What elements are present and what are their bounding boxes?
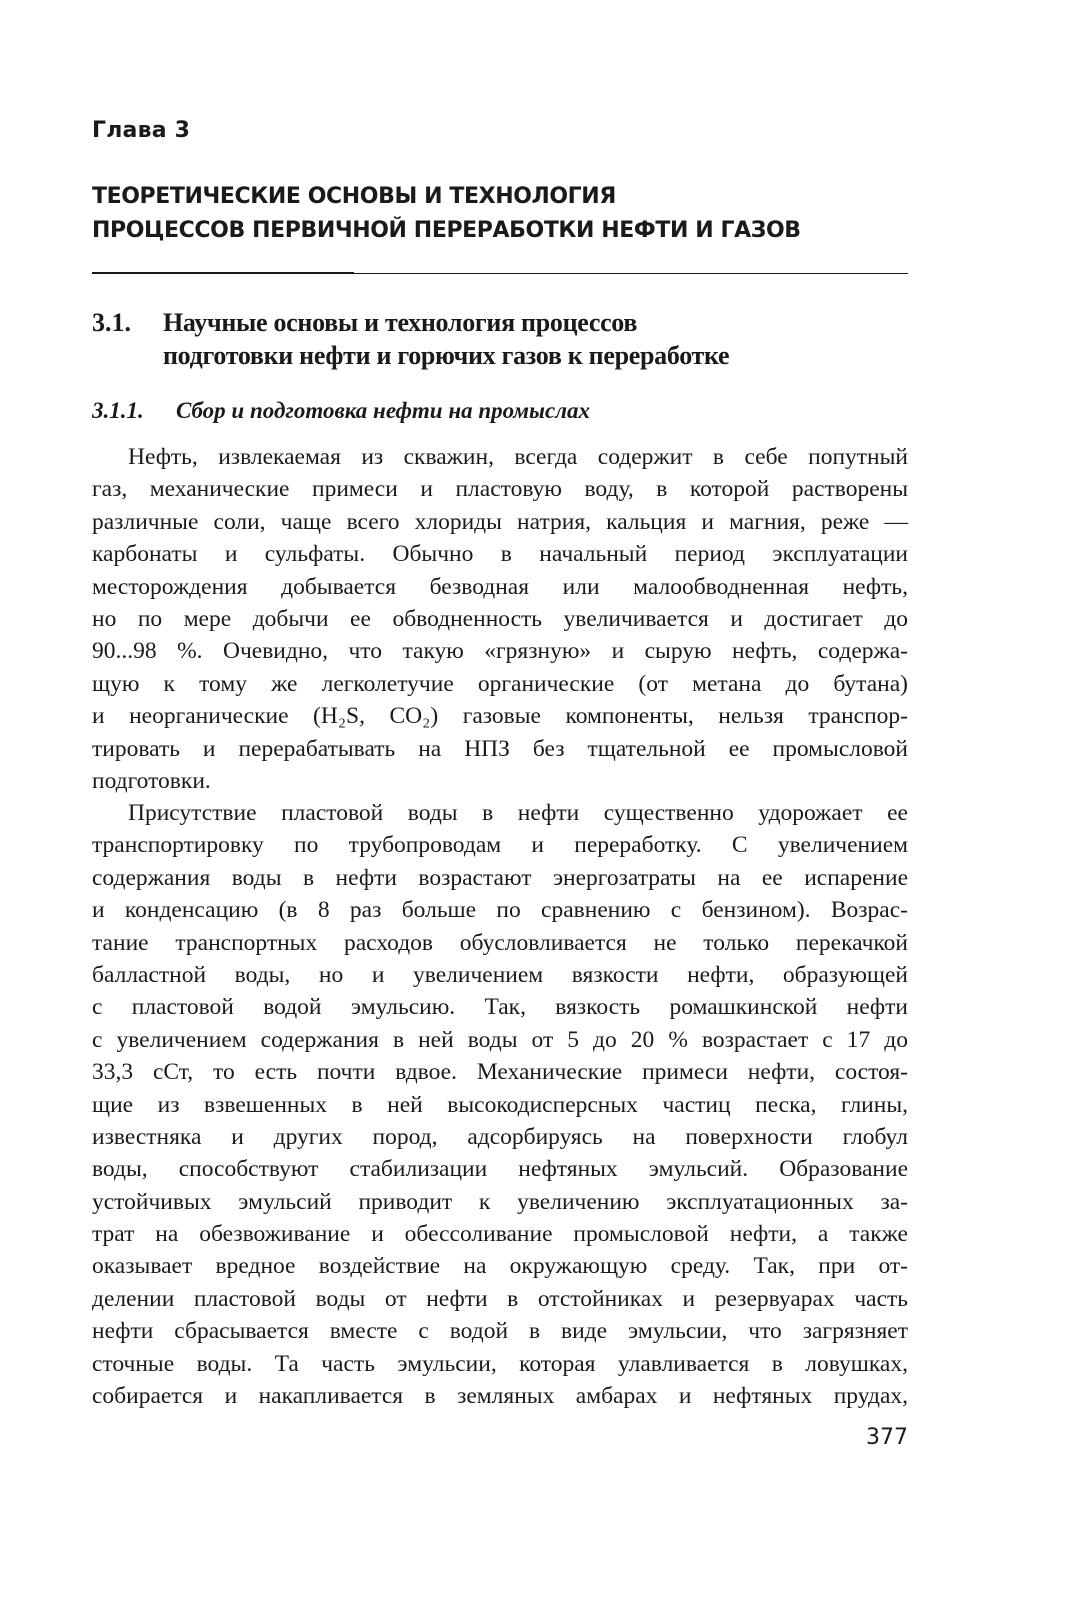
divider-thick: [92, 272, 354, 274]
text-line: Присутствие пластовой воды в нефти существенно удорожает ее: [128, 800, 908, 826]
text-line: но по мере добычи ее обводненность увеличивается и достигает до: [92, 605, 908, 632]
text-line: Нефть, извлекаемая из скважин, всегда содержит в себе попутный: [128, 444, 908, 470]
section-title-line: Научные основы и технология процессов: [163, 308, 638, 337]
text-line: 90...98 %. Очевидно, что такую «грязную» и сырую нефть, содержа-: [92, 638, 908, 665]
text-line: с пластовой водой эмульсию. Так, вязкость ромашкинской нефти: [92, 994, 908, 1021]
text-line: сточные воды. Та часть эмульсии, которая улавливается в ловушках,: [92, 1350, 908, 1377]
chapter-label: Глава 3: [92, 118, 191, 143]
text-line: балластной воды, но и увеличением вязкости нефти, образующей: [92, 961, 908, 988]
chapter-title: [92, 180, 908, 248]
text-line: нефти сбрасывается вместе с водой в виде эмульсии, что загрязняет: [92, 1318, 908, 1345]
text-line: различные соли, чаще всего хлориды натрия, кальция и магния, реже —: [92, 508, 908, 535]
divider-thin: [354, 273, 908, 274]
text-line: тание транспортных расходов обусловливается не только перекачкой: [92, 929, 908, 956]
text-line: щие из взвешенных в ней высокодисперсных частиц песка, глины,: [92, 1091, 908, 1118]
text-line: подготовки.: [92, 767, 211, 794]
text-line: трат на обезвоживание и обессоливание промысловой нефти, а также: [92, 1221, 908, 1248]
text-line: и конденсацию (в 8 раз больше по сравнению с бензином). Возрас-: [92, 897, 908, 924]
text-line: щую к тому же легколетучие органические (от метана до бутана): [92, 670, 908, 697]
section-number: 3.1.: [92, 308, 131, 337]
text-line: содержания воды в нефти возрастают энергозатраты на ее испарение: [92, 864, 908, 891]
text-line: транспортировку по трубопроводам и переработку. С увеличением: [92, 832, 908, 859]
book-page: [92, 0, 908, 1601]
paragraph-2: [92, 797, 908, 1412]
section-title: [163, 306, 908, 372]
text-line: карбонаты и сульфаты. Обычно в начальный период эксплуатации: [92, 541, 908, 568]
text-line: воды, способствуют стабилизации нефтяных эмульсий. Образование: [92, 1156, 908, 1183]
text-line: известняка и других пород, адсорбируясь на поверхности глобул: [92, 1123, 908, 1150]
text-line: тировать и перерабатывать на НПЗ без тщательной ее промысловой: [92, 735, 908, 762]
text-line: делении пластовой воды от нефти в отстойниках и резервуарах часть: [92, 1285, 908, 1312]
chapter-title-line: ПРОЦЕССОВ ПЕРВИЧНОЙ ПЕРЕРАБОТКИ НЕФТИ И ГАЗОВ: [92, 218, 801, 243]
text-line: устойчивых эмульсий приводит к увеличению эксплуатационных за-: [92, 1188, 908, 1215]
text-line: оказывает вредное воздействие на окружающую среду. Так, при от-: [92, 1253, 908, 1280]
text-line: 33,3 сСт, то есть почти вдвое. Механические примеси нефти, состоя-: [92, 1059, 908, 1086]
subsection-title: Сбор и подготовка нефти на промыслах: [176, 398, 591, 423]
text-line: газ, механические примеси и пластовую воду, в которой растворены: [92, 476, 908, 503]
subsection-number: 3.1.1.: [92, 398, 144, 423]
text-line: собирается и накапливается в земляных амбарах и нефтяных прудах,: [92, 1383, 908, 1410]
section-title-line: подготовки нефти и горючих газов к переработке: [163, 341, 730, 370]
text-line: с увеличением содержания в ней воды от 5 до 20 % возрастает с 17 до: [92, 1026, 908, 1053]
chapter-title-line: ТЕОРЕТИЧЕСКИЕ ОСНОВЫ И ТЕХНОЛОГИЯ: [92, 184, 616, 209]
text-line: месторождения добывается безводная или малообводненная нефть,: [92, 573, 908, 600]
paragraph-1: [92, 441, 908, 797]
page-number: 377: [866, 1425, 908, 1450]
text-line: и неорганические (H₂S, CO₂) газовые компоненты, нельзя транспор-: [92, 703, 908, 730]
